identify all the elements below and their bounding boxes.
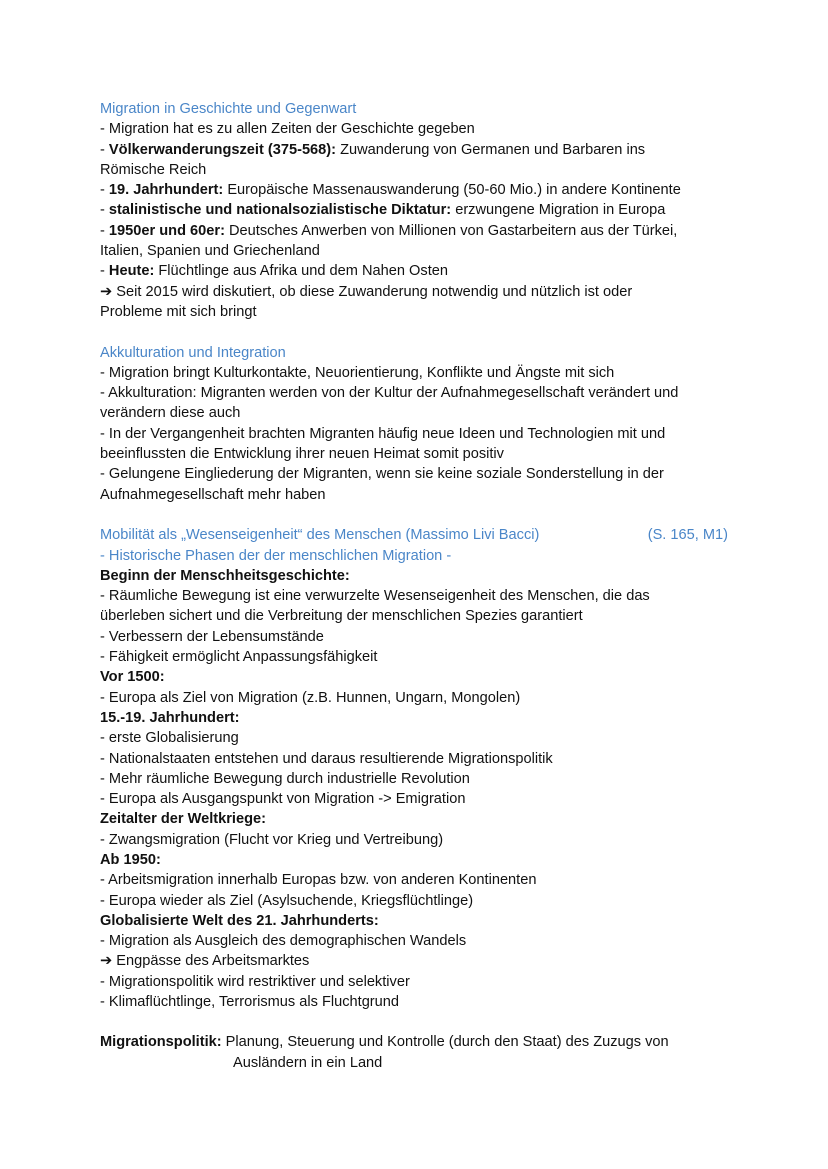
spacer — [100, 322, 740, 342]
list-item: - Klimaflüchtlinge, Terrorismus als Fluchtgrund — [100, 994, 400, 1011]
phase-title-text: Zeitalter der Weltkriege: — [100, 811, 266, 828]
text-line — [100, 119, 740, 139]
line-text: Probleme mit sich bringt — [100, 303, 257, 320]
phase-title — [100, 911, 740, 931]
phase-title — [100, 667, 740, 687]
phase-title — [100, 809, 740, 829]
line-prefix: - — [100, 202, 109, 219]
list-item: - Europa wieder als Ziel (Asylsuchende, Kriegsflüchtlinge) — [100, 892, 474, 909]
line-prefix: - — [100, 222, 109, 239]
text-line: beeinflussten die Entwicklung ihrer neuen Heimat somit positiv — [100, 446, 504, 463]
phase-title-text: Ab 1950: — [100, 851, 161, 868]
list-item: ➔ Engpässe des Arbeitsmarktes — [100, 953, 310, 970]
text-line: - In der Vergangenheit brachten Migranten häufig neue Ideen und Technologien mit und — [100, 425, 666, 442]
line-text: erzwungene Migration in Europa — [451, 202, 666, 219]
phase-title-text: Globalisierte Welt des 21. Jahrhunderts: — [100, 912, 379, 929]
text-line — [100, 261, 740, 281]
list-item: - Mehr räumliche Bewegung durch industrielle Revolution — [100, 770, 470, 787]
list-item: - Nationalstaaten entstehen und daraus resultierende Migrationspolitik — [100, 750, 553, 767]
section-heading-acculturation: Akkulturation und Integration — [100, 344, 286, 361]
line-bold: stalinistische und nationalsozialistische Diktatur: — [108, 202, 452, 219]
list-item: - erste Globalisierung — [100, 730, 239, 747]
section-heading-migration-history: Migration in Geschichte und Gegenwart — [100, 101, 357, 117]
line-bold: 19. Jahrhundert: — [108, 182, 224, 199]
source-reference: (S. 165, M1) — [647, 527, 728, 544]
line-text: Zuwanderung von Germanen und Barbaren ins — [336, 141, 646, 158]
list-item: - Verbessern der Lebensumstände — [100, 628, 324, 645]
section-heading-row-mobility — [100, 525, 728, 545]
line-bold: Völkerwanderungszeit (375-568): — [108, 141, 337, 158]
line-text: ➔ Seit 2015 wird diskutiert, ob diese Zuwanderung notwendig und nützlich ist oder — [100, 283, 633, 300]
definition-continuation: Ausländern in ein Land — [233, 1054, 383, 1071]
list-item: - Migration als Ausgleich des demographischen Wandels — [100, 933, 467, 950]
line-text: Italien, Spanien und Griechenland — [100, 243, 320, 260]
list-item: - Zwangsmigration (Flucht vor Krieg und Vertreibung) — [100, 831, 444, 848]
phase-title-text: 15.-19. Jahrhundert: — [100, 709, 240, 726]
text-line — [100, 221, 740, 241]
phase-title-text: Vor 1500: — [100, 669, 165, 686]
list-item: - Räumliche Bewegung ist eine verwurzelte Wesenseigenheit des Menschen, die das — [100, 588, 650, 605]
text-line: Aufnahmegesellschaft mehr haben — [100, 486, 326, 503]
section-subheading-phases: - Historische Phasen der der menschlichen Migration - — [100, 547, 452, 564]
text-line: - Gelungene Eingliederung der Migranten, wenn sie keine soziale Sonderstellung in der — [100, 466, 664, 483]
line-text: - Migration hat es zu allen Zeiten der Geschichte gegeben — [100, 121, 475, 138]
phase-title-text: Beginn der Menschheitsgeschichte: — [100, 567, 350, 584]
text-line — [100, 302, 740, 322]
text-line — [100, 180, 740, 200]
list-item: - Arbeitsmigration innerhalb Europas bzw. von anderen Kontinenten — [100, 872, 537, 889]
list-item: - Fähigkeit ermöglicht Anpassungsfähigkeit — [100, 649, 378, 666]
text-line: - Akkulturation: Migranten werden von der Kultur der Aufnahmegesellschaft verändert und — [100, 385, 679, 402]
phase-title — [100, 708, 740, 728]
definition-line — [100, 1032, 740, 1052]
phase-title — [100, 566, 740, 586]
list-item: - Europa als Ziel von Migration (z.B. Hunnen, Ungarn, Mongolen) — [100, 689, 521, 706]
list-item: - Europa als Ausgangspunkt von Migration -> Emigration — [100, 791, 466, 808]
text-line — [100, 140, 740, 160]
line-prefix: - — [100, 263, 109, 280]
spacer — [100, 1012, 740, 1032]
spacer — [100, 505, 740, 525]
text-line: verändern diese auch — [100, 405, 241, 422]
line-text: Deutsches Anwerben von Millionen von Gastarbeitern aus der Türkei, — [224, 222, 678, 239]
list-item: überleben sichert und die Verbreitung der menschlichen Spezies garantiert — [100, 608, 583, 625]
line-text: Römische Reich — [100, 161, 207, 178]
text-line — [100, 241, 740, 261]
definition-term: Migrationspolitik: — [100, 1034, 222, 1051]
list-item: - Migrationspolitik wird restriktiver und selektiver — [100, 973, 410, 990]
text-line — [100, 282, 740, 302]
line-bold: Heute: — [108, 263, 155, 280]
line-prefix: - — [100, 141, 109, 158]
line-bold: 1950er und 60er: — [108, 222, 225, 239]
section-heading-mobility: Mobilität als „Wesenseigenheit“ des Menschen (Massimo Livi Bacci) — [100, 527, 540, 544]
line-text: Flüchtlinge aus Afrika und dem Nahen Osten — [154, 263, 448, 280]
text-line — [100, 200, 740, 220]
text-line: - Migration bringt Kulturkontakte, Neuorientierung, Konflikte und Ängste mit sich — [100, 364, 615, 381]
document-content — [100, 99, 740, 1073]
line-prefix: - — [100, 182, 109, 199]
section1-lines — [100, 119, 740, 322]
text-line — [100, 160, 740, 180]
phase-title — [100, 850, 740, 870]
definition-text: Planung, Steuerung und Kontrolle (durch den Staat) des Zuzugs von — [221, 1034, 669, 1051]
line-text: Europäische Massenauswanderung (50-60 Mio.) in andere Kontinente — [223, 182, 681, 199]
